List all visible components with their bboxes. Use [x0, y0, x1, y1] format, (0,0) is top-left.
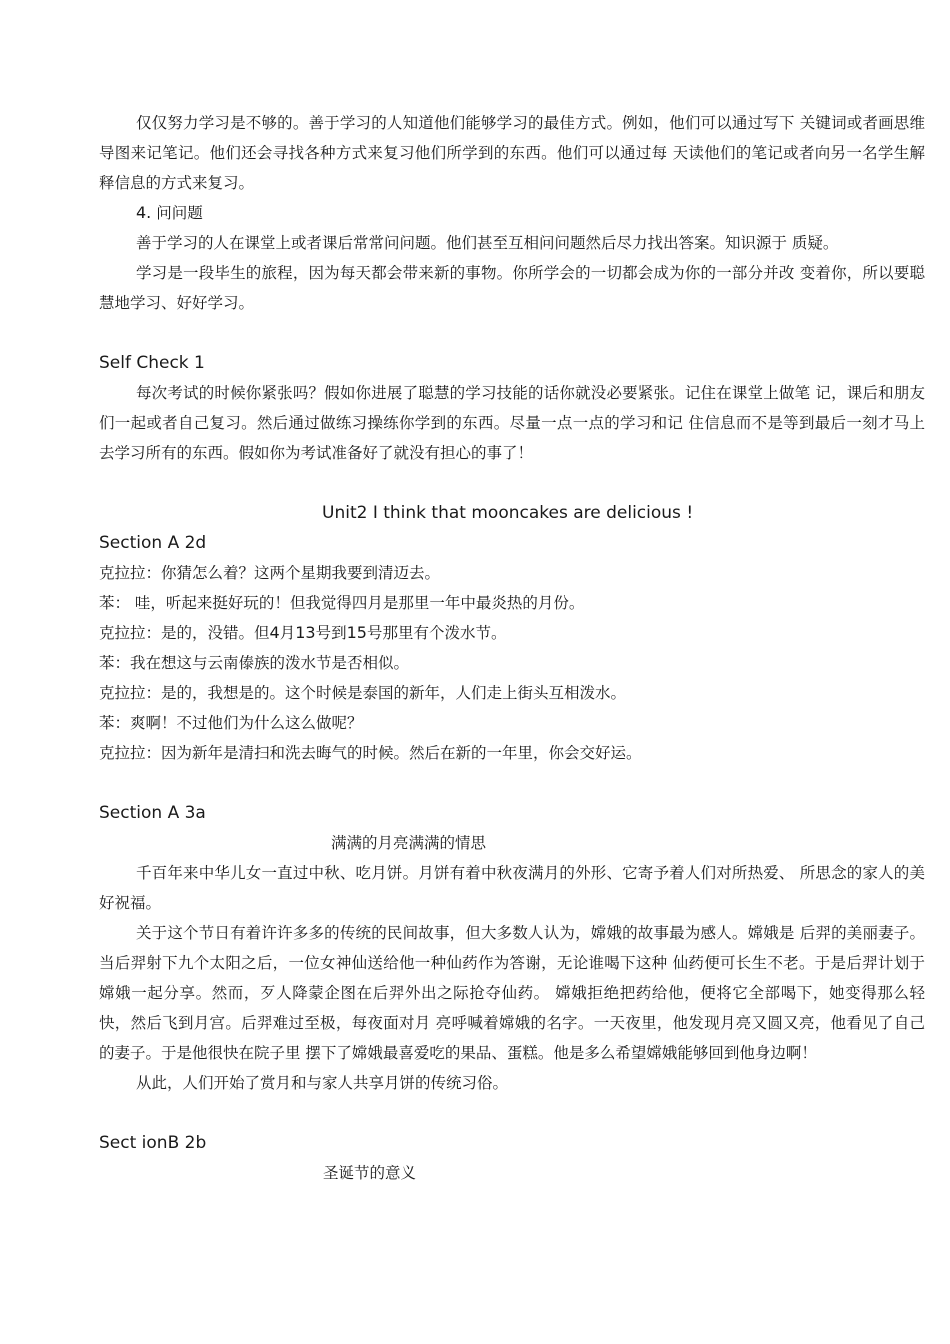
date-text: 号到 — [315, 624, 347, 642]
date-text: 号那里有个泼水节。 — [366, 624, 507, 642]
dialog-line: 克拉拉：你猜怎么着？这两个星期我要到清迈去。 — [99, 564, 441, 582]
paragraph-self-check: 每次考试的时候你紧张吗？假如你进展了聪慧的学习技能的话你就没必要紧张。记住在课堂上做笔 记，课后和朋友们一起或者自己复习。然后通过做练习操练你学到的东西。尽量一点一点的学习和记 住信息而不是等到最后一刻才马上去学习所有的东西。假如你为考试准备好了就没有担心的事了！ — [99, 384, 925, 462]
list-item-ask-questions — [99, 198, 925, 228]
dialog-line: 克拉拉：因为新年是清扫和洗去晦气的时候。然后在新的一年里，你会交好运。 — [99, 744, 642, 762]
paragraph-ask-questions: 善于学习的人在课堂上或者课后常常问问题。他们甚至互相问问题然后尽力找出答案。知识源于 质疑。 — [136, 234, 839, 252]
dialog-line: 苯：我在想这与云南傣族的泼水节是否相似。 — [99, 654, 410, 672]
dialog-line-text: 克拉拉：是的，没错。但 — [99, 624, 270, 642]
dialog-line: 苯：爽啊！不过他们为什么这么做呢？ — [99, 714, 363, 732]
spacer — [99, 1098, 925, 1128]
paragraph-lifelong-journey: 学习是一段毕生的旅程，因为每天都会带来新的事物。你所学会的一切都会成为你的一部分并改 变着你，所以要聪慧地学习、好好学习。 — [99, 264, 925, 312]
paragraph-tradition: 从此，人们开始了赏月和与家人共享月饼的传统习俗。 — [136, 1074, 509, 1092]
unit-title: Unit2 I think that mooncakes are delicious ! — [322, 503, 694, 523]
spacer — [99, 768, 925, 798]
dialog-line: 克拉拉：是的，我想是的。这个时候是泰国的新年，人们走上街头互相泼水。 — [99, 684, 627, 702]
list-number: 4. — [136, 203, 152, 222]
paragraph-study-methods: 仅仅努力学习是不够的。善于学习的人知道他们能够学习的最佳方式。例如，他们可以通过写下 关键词或者画思维导图来记笔记。他们还会寻找各种方式来复习他们所学到的东西。他们可以通过每 天读他们的笔记或者向另一名学生解释信息的方式来复习。 — [99, 114, 925, 192]
article-title-christmas: 圣诞节的意义 — [323, 1164, 417, 1182]
list-item-label: 问问题 — [151, 204, 203, 222]
date-text: 月 — [279, 624, 296, 642]
section-heading-b2b: Sect ionB 2b — [99, 1133, 207, 1153]
spacer — [99, 468, 925, 498]
paragraph-mid-autumn: 千百年来中华儿女一直过中秋、吃月饼。月饼有着中秋夜满月的外形、它寄予着人们对所热爱、 所思念的家人的美好祝福。 — [99, 864, 925, 912]
dialog-line — [99, 618, 925, 648]
date-number: 13 — [295, 623, 316, 642]
dialog-line: 苯： 哇，听起来挺好玩的！但我觉得四月是那里一年中最炎热的月份。 — [99, 594, 585, 612]
date-number: 4 — [269, 623, 280, 642]
date-number: 15 — [346, 623, 367, 642]
section-heading-a2d: Section A 2d — [99, 533, 207, 553]
spacer — [99, 318, 925, 348]
paragraph-change-e-story: 关于这个节日有着许许多多的传统的民间故事，但大多数人认为，嫦娥的故事最为感人。嫦娥是 后羿的美丽妻子。当后羿射下九个太阳之后，一位女神仙送给他一种仙药作为答谢，无论谁喝下这种 仙药便可长生不老。于是后羿计划于嫦娥一起分享。然而，歹人降蒙企图在后羿外出之际抢夺仙药。 嫦娥拒绝把药给他，便将它全部喝下，她变得那么轻快，然后飞到月宫。后羿难过至极，每夜面对月 亮呼喊着嫦娥的名字。一天夜里，他发现月亮又圆又亮，他看见了自己的妻子。于是他很快在院子里 摆下了嫦娥最喜爱吃的果品、蛋糕。他是多么希望嫦娥能够回到他身边啊！ — [99, 924, 925, 1062]
section-heading-a3a: Section A 3a — [99, 803, 206, 823]
article-title-moon: 满满的月亮满满的情思 — [331, 834, 487, 852]
document-page — [99, 108, 925, 1188]
section-heading-self-check: Self Check 1 — [99, 353, 205, 373]
